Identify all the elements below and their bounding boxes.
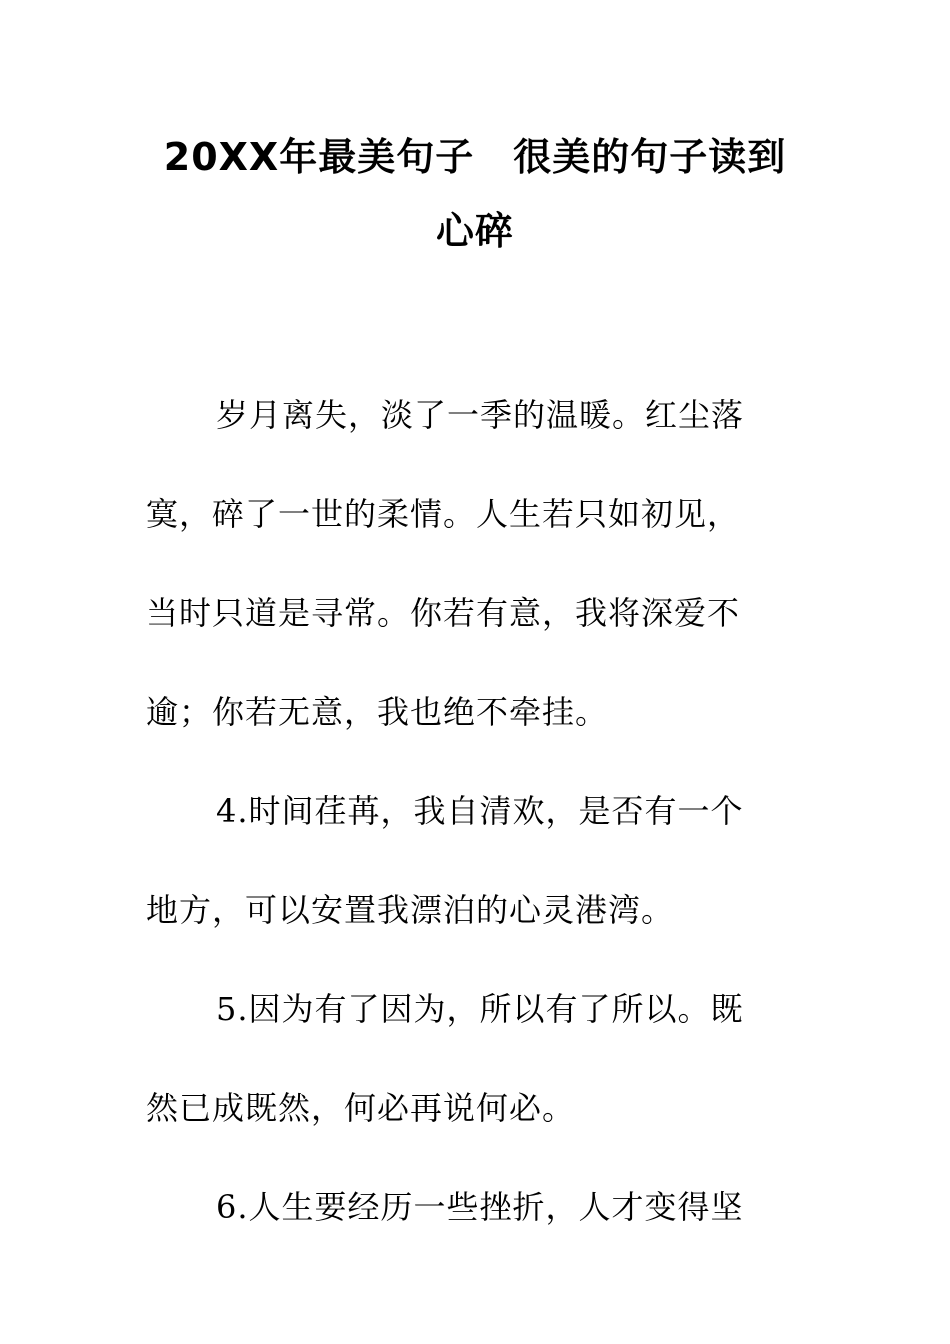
paragraph [146, 960, 786, 1158]
text-line: 岁月离失，淡了一季的温暖。红尘落 [216, 396, 745, 434]
text-line: 6.人生要经历一些挫折，人才变得坚 [216, 1188, 744, 1226]
title-line: 20XX年最美句子 很美的句子读到 [163, 135, 787, 179]
document-body [146, 366, 786, 1257]
text-line: 4.时间荏苒，我自清欢，是否有一个 [216, 792, 744, 830]
paragraph [146, 1158, 786, 1257]
text-line: 然已成既然，何必再说何必。 [146, 1089, 576, 1127]
text-line: 逾；你若无意，我也绝不牵挂。 [146, 693, 609, 731]
paragraph [146, 762, 786, 960]
text-line: 地方，可以安置我漂泊的心灵港湾。 [146, 891, 675, 929]
text-line: 寞，碎了一世的柔情。人生若只如初见， [146, 495, 741, 533]
title-line: 心碎 [435, 209, 514, 253]
paragraph [146, 366, 786, 762]
text-line: 5.因为有了因为，所以有了所以。既 [216, 990, 744, 1028]
text-line: 当时只道是寻常。你若有意，我将深爱不 [146, 594, 741, 632]
document-title [146, 120, 804, 268]
